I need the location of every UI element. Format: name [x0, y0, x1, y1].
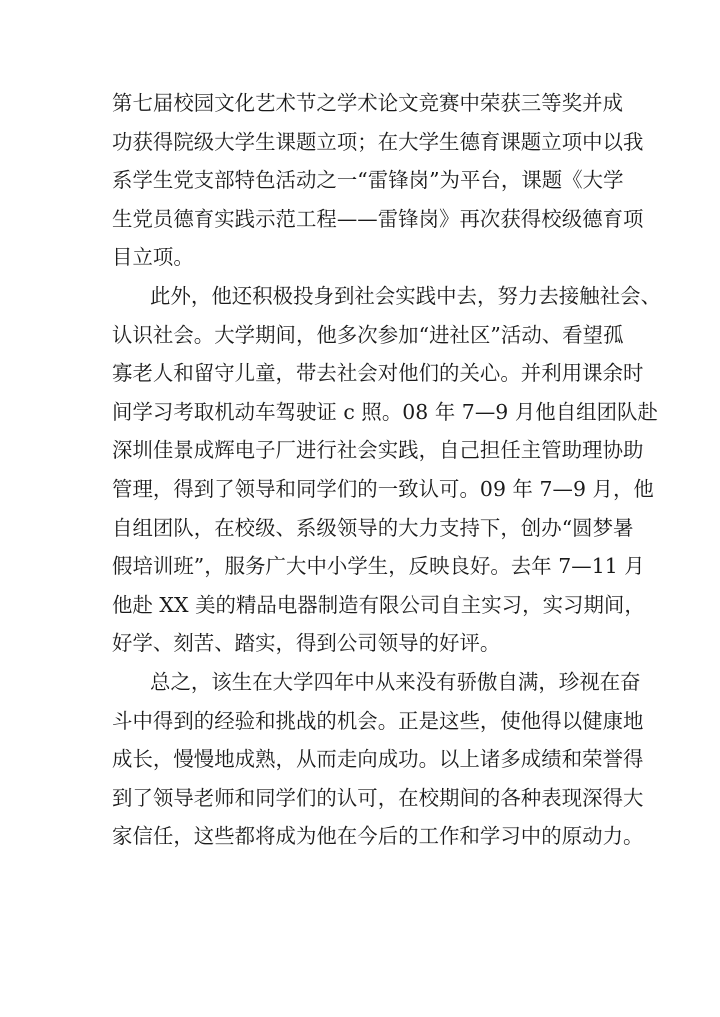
text-line: 他赴 XX 美的精品电器制造有限公司自主实习，实习期间，: [112, 592, 645, 617]
text-line: 斗中得到的经验和挑战的机会。正是这些，使他得以健康地: [112, 708, 644, 733]
text-line: 深圳佳景成辉电子厂进行社会实践，自己担任主管助理协助: [112, 438, 644, 463]
text-line: 认识社会。大学期间，他多次参加“进社区”活动、看望孤: [112, 322, 624, 347]
text-line: 成长，慢慢地成熟，从而走向成功。以上诸多成绩和荣誉得: [112, 747, 644, 772]
text-line: 目立项。: [112, 245, 194, 270]
text-line: 到了领导老师和同学们的认可，在校期间的各种表现深得大: [112, 785, 644, 810]
paragraph-awards: [112, 84, 644, 277]
paragraph-conclusion: [112, 663, 644, 856]
text-line: 家信任，这些都将成为他在今后的工作和学习中的原动力。: [112, 824, 644, 849]
paragraph-social-practice: [112, 277, 662, 663]
text-line: 寡老人和留守儿童，带去社会对他们的关心。并利用课余时: [112, 361, 644, 386]
text-line: 总之，该生在大学四年中从来没有骄傲自满，珍视在奋: [150, 669, 641, 694]
text-line: 此外，他还积极投身到社会实践中去，努力去接触社会、: [150, 283, 662, 308]
text-line: 系学生党支部特色活动之一“雷锋岗”为平台，课题《大学: [112, 168, 624, 193]
text-line: 自组团队，在校级、系级领导的大力支持下，创办“圆梦暑: [112, 515, 634, 540]
text-line: 第七届校园文化艺术节之学术论文竞赛中荣获三等奖并成: [112, 91, 624, 115]
text-line: 假培训班”，服务广大中小学生，反映良好。去年 7—11 月: [112, 554, 645, 579]
text-line: 生党员德育实践示范工程——雷锋岗》再次获得校级德育项: [112, 206, 644, 231]
text-line: 间学习考取机动车驾驶证 c 照。08 年 7—9 月他自组团队赴: [112, 399, 658, 424]
text-line: 好学、刻苦、踏实，得到公司领导的好评。: [112, 631, 501, 656]
document-body: [112, 84, 662, 856]
text-line: 功获得院级大学生课题立项；在大学生德育课题立项中以我: [112, 129, 644, 154]
text-line: 管理，得到了领导和同学们的一致认可。09 年 7—9 月，他: [112, 476, 654, 501]
